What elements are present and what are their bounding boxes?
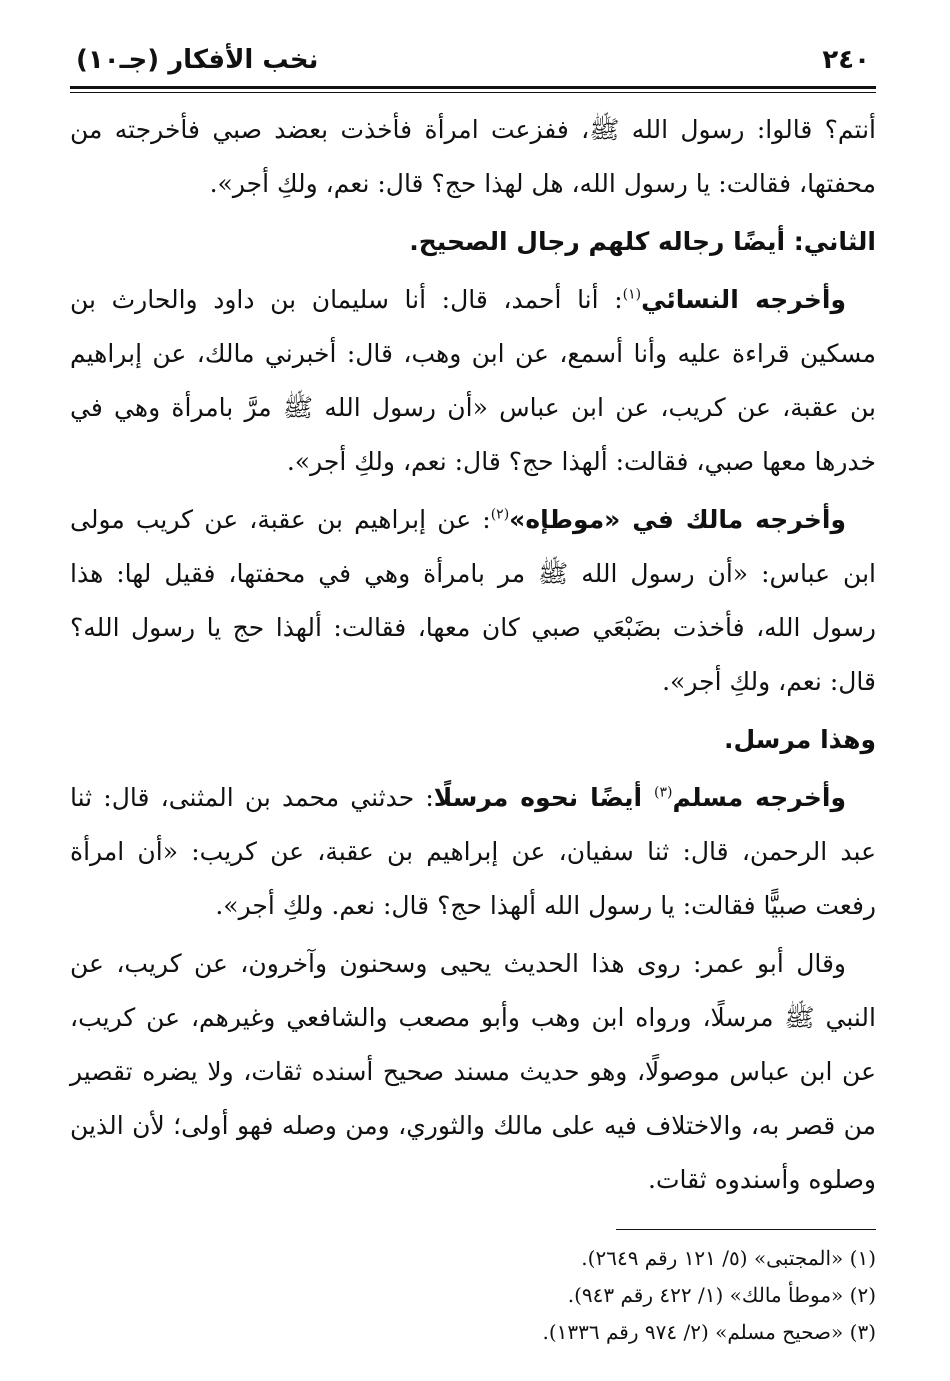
text-run: : حدثني محمد بن المثنى، قال: ثنا عبد الرحمن، قال: ثنا سفيان، عن إبراهيم بن عقبة، عن كريب: «أن امرأة رفعت صبيًّا فقالت: يا رسول الله ألهذا حج؟ قال: نعم. ولكِ أجر». [70,783,876,920]
book-title: نخب الأفكار (جـ١٠) [76,45,319,75]
paragraph [70,937,876,1207]
paragraph [70,215,876,269]
paragraph [70,493,876,709]
bold-phrase: وأخرجه النسائي [641,285,846,314]
text-run: أنتم؟ قالوا: رسول الله ﷺ، ففزعت امرأة فأخذت بعضد صبي فأخرجته من محفتها، فقالت: يا رسول الله، هل لهذا حج؟ قال: نعم، ولكِ أجر». [70,115,876,198]
text-run: : عن إبراهيم بن عقبة، عن كريب مولى ابن عباس: «أن رسول الله ﷺ مر بامرأة وهي في محفتها، فقيل لها: هذا رسول الله، فأخذت بضَبْعَي صبي كان معها، فقالت: ألهذا حج يا رسول الله؟ قال: نعم، ولكِ أجر». [70,505,876,696]
running-header [70,40,876,80]
text-run: وقال أبو عمر: روى هذا الحديث يحيى وسحنون وآخرون، عن كريب، عن النبي ﷺ مرسلًا، ورواه ابن وهب وأبو مصعب والشافعي وغيرهم، عن كريب، عن ابن عباس موصولًا، وهو حديث مسند صحيح أسنده ثقات، ولا يضره تقصير من قصر به، والاختلاف فيه على مالك والثوري، ومن وصله فهو أولى؛ لأن الذين وصلوه وأسندوه ثقات. [70,949,876,1194]
footnote: (٣) «صحيح مسلم» (٢/ ٩٧٤ رقم ١٣٣٦). [542,1320,876,1344]
bold-phrase: الثاني: أيضًا رجاله كلهم رجال الصحيح. [409,227,876,256]
header-rule-thin [70,92,876,93]
footnotes [70,1240,876,1351]
footnote-ref: (٣) [654,784,673,801]
book-page [70,40,876,1344]
paragraph [70,771,876,933]
footnote-ref: (١) [622,286,642,303]
footnote-separator [616,1229,876,1230]
paragraph [70,273,876,489]
footnote: (١) «المجتبى» (٥/ ١٢١ رقم ٢٦٤٩). [581,1246,876,1270]
footnote: (٢) «موطأ مالك» (١/ ٤٢٢ رقم ٩٤٣). [567,1283,876,1307]
header-rule-thick [70,86,876,89]
bold-phrase: أيضًا نحوه مرسلًا [433,783,654,812]
text-run: : أنا أحمد، قال: أنا سليمان بن داود والحارث بن مسكين قراءة عليه وأنا أسمع، عن ابن وهب، قال: أخبرني مالك، عن إبراهيم بن عقبة، عن كريب، عن ابن عباس «أن رسول الله ﷺ مرَّ بامرأة وهي في خدرها معها صبي، فقالت: ألهذا حج؟ قال: نعم، ولكِ أجر». [70,285,876,476]
page-number: ٢٤٠ [822,45,870,75]
bold-phrase: وأخرجه مالك في «موطإه» [509,505,846,534]
paragraph [70,713,876,767]
bold-phrase: وأخرجه مسلم [672,783,846,812]
footnote-ref: (٢) [490,506,510,523]
bold-phrase: وهذا مرسل. [723,725,876,754]
main-text [70,103,876,1207]
paragraph [70,103,876,211]
